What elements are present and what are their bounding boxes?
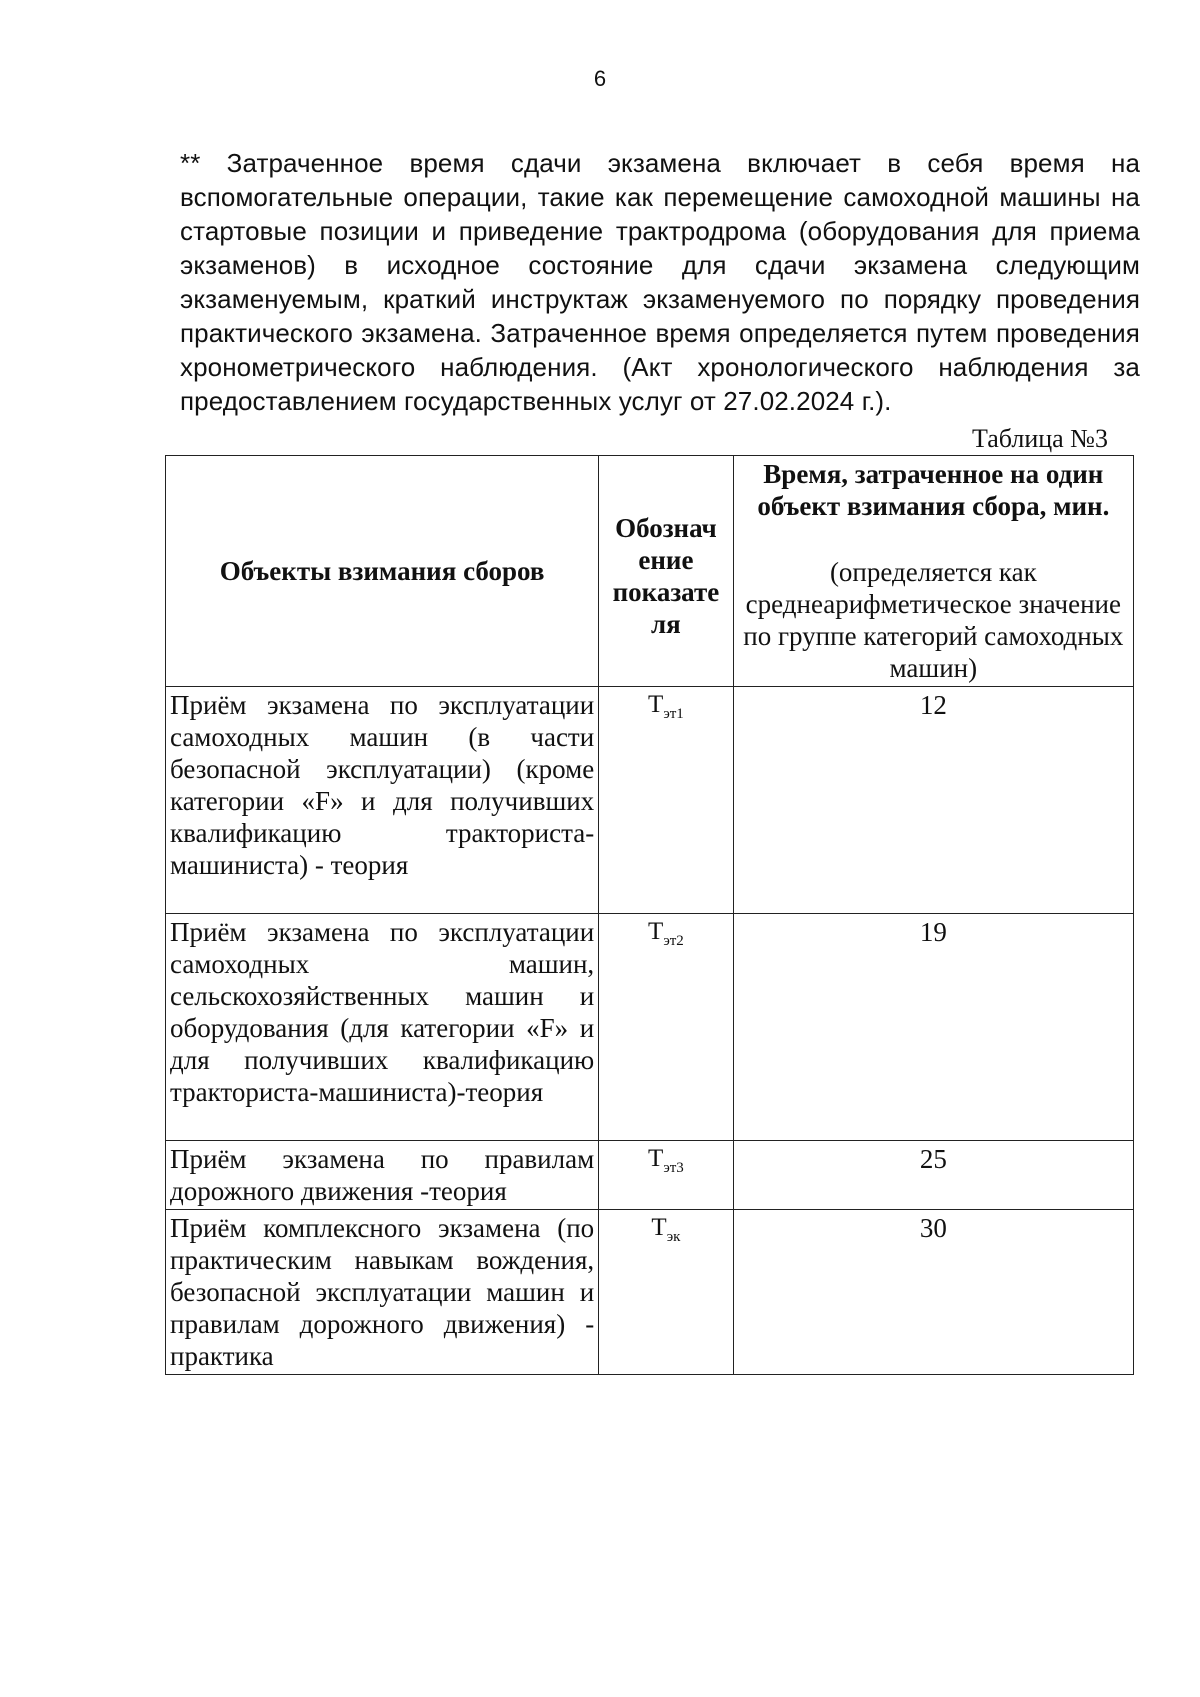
row-code [599,1210,733,1375]
row-value: 25 [733,1141,1133,1210]
fees-table [165,455,1134,1375]
row-code-sub: эт1 [663,706,684,722]
row-object: Приём экзамена по эксплуатации самоходных машин, сельскохозяйственных машин и оборудования (для категории «F» и для получивших квалификацию тракториста-машиниста)-теория [166,914,599,1141]
table-row [166,1141,1134,1210]
table-row [166,687,1134,914]
row-code [599,1141,733,1210]
row-value: 12 [733,687,1133,914]
row-code-sub: эт2 [663,933,684,949]
table-row [166,1210,1134,1375]
header-code: Обознач ение показате ля [599,456,733,687]
header-time-title: Время, затраченное на один объект взимания сбора, мин. [757,459,1110,521]
page-number: 6 [593,66,607,91]
row-code-base: Т [648,1145,664,1172]
row-value: 19 [733,914,1133,1141]
header-objects: Объекты взимания сборов [166,456,599,687]
row-value: 30 [733,1210,1133,1375]
table-header-row [166,456,1134,687]
row-object: Приём экзамена по правилам дорожного движения -теория [166,1141,599,1210]
table-caption: Таблица №3 [971,424,1108,453]
row-code [599,914,733,1141]
row-code-sub: эк [666,1229,681,1245]
table-row [166,914,1134,1141]
footnote-paragraph: ** Затраченное время сдачи экзамена включает в себя время на вспомогательные операции, такие как перемещение самоходной машины на стартовые позиции и приведение трактродрома (оборудования для приема экзаменов) в исходное состояние для сдачи экзамена следующим экзаменуемым, краткий инструктаж экзаменуемого по порядку проведения практического экзамена. Затраченное время определяется путем проведения хронометрического наблюдения. (Акт хронологического наблюдения за предоставлением государственных услуг от 27.02.2024 г.). [180,148,1140,416]
row-code-base: Т [648,918,664,945]
header-time-note: (определяется как среднеарифметическое значение по группе категорий самоходных машин) [743,557,1124,683]
row-object: Приём комплексного экзамена (по практическим навыкам вождения, безопасной эксплуатации машин и правилам дорожного движения) - практика [166,1210,599,1375]
row-code-base: Т [648,691,664,718]
row-code [599,687,733,914]
row-code-base: Т [651,1214,667,1241]
header-time [733,456,1133,687]
row-code-sub: эт3 [663,1160,684,1176]
row-object: Приём экзамена по эксплуатации самоходных машин (в части безопасной эксплуатации) (кроме категории «F» и для получивших квалификацию тракториста-машиниста) - теория [166,687,599,914]
